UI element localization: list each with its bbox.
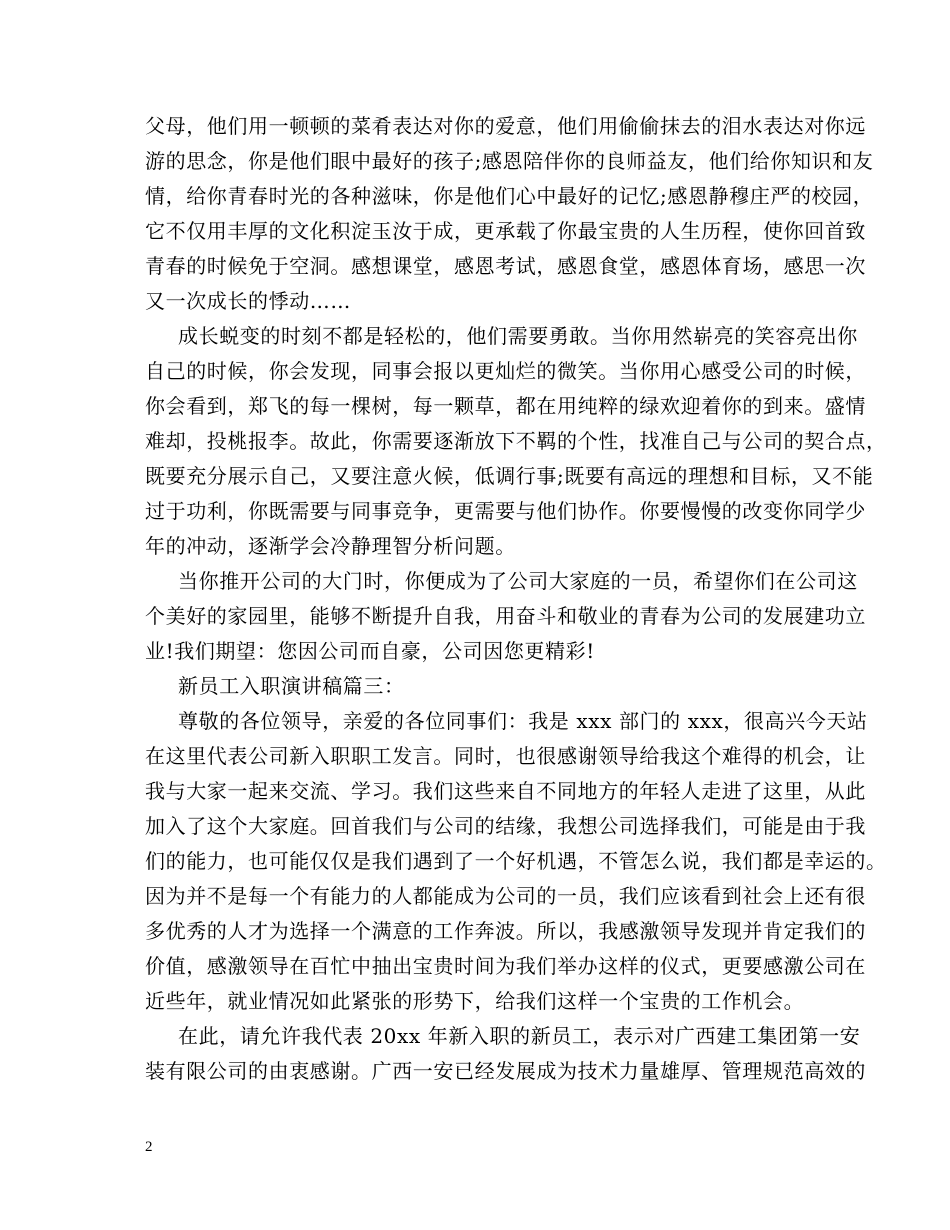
paragraph-first-line: 当你推开公司的大门时，你便成为了公司大家庭的一员，希望你们在公司这: [178, 569, 858, 593]
section-heading: 新员工入职演讲稿篇三：: [178, 674, 405, 698]
text-line: 业!我们期望：您因公司而自豪，公司因您更精彩!: [145, 639, 595, 663]
text-line: 多优秀的人才为选择一个满意的工作奔波。所以，我感激领导发现并肯定我们的: [145, 919, 866, 943]
text-line: 情，给你青春时光的各种滋味，你是他们心中最好的记忆;感恩静穆庄严的校园，: [145, 184, 874, 208]
paragraph-first-line: 尊敬的各位领导，亲爱的各位同事们：我是 xxx 部门的 xxx，很高兴今天站: [178, 709, 868, 733]
page-number: 2: [145, 1139, 153, 1155]
text-line: 自己的时候，你会发现，同事会报以更灿烂的微笑。当你用心感受公司的时候，: [145, 359, 866, 383]
text-line: 个美好的家园里，能够不断提升自我，用奋斗和敬业的青春为公司的发展建功立: [145, 604, 866, 628]
text-line: 父母，他们用一顿顿的菜肴表达对你的爱意，他们用偷偷抹去的泪水表达对你远: [145, 114, 866, 138]
text-line: 年的冲动，逐渐学会冷静理智分析问题。: [145, 534, 516, 558]
text-line: 既要充分展示自己，又要注意火候，低调行事;既要有高远的理想和目标，又不能: [145, 464, 874, 488]
text-line: 在这里代表公司新入职职工发言。同时，也很感谢领导给我这个难得的机会，让: [145, 744, 866, 768]
text-line: 难却，投桃报李。故此，你需要逐渐放下不羁的个性，找准自己与公司的契合点，: [145, 429, 887, 453]
text-line: 加入了这个大家庭。回首我们与公司的结缘，我想公司选择我们，可能是由于我: [145, 814, 866, 838]
paragraph-first-line: 在此，请允许我代表 20xx 年新入职的新员工，表示对广西建工集团第一安: [178, 1024, 861, 1048]
paragraph-first-line: 成长蜕变的时刻不都是轻松的，他们需要勇敢。当你用然崭亮的笑容亮出你: [178, 324, 858, 348]
text-line: 青春的时候免于空洞。感想课堂，感恩考试，感恩食堂，感恩体育场，感思一次: [145, 254, 866, 278]
text-line: 价值，感激领导在百忙中抽出宝贵时间为我们举办这样的仪式，更要感激公司在: [145, 954, 866, 978]
text-line: 又一次成长的悸动……: [145, 289, 351, 313]
text-line: 过于功利，你既需要与同事竞争，更需要与他们协作。你要慢慢的改变你同学少: [145, 499, 866, 523]
text-line: 近些年，就业情况如此紧张的形势下，给我们这样一个宝贵的工作机会。: [145, 989, 805, 1013]
text-line: 装有限公司的由衷感谢。广西一安已经发展成为技术力量雄厚、管理规范高效的: [145, 1059, 866, 1083]
text-line: 它不仅用丰厚的文化积淀玉汝于成，更承载了你最宝贵的人生历程，使你回首致: [145, 219, 866, 243]
text-line: 你会看到，郑飞的每一棵树，每一颗草，都在用纯粹的绿欢迎着你的到来。盛情: [145, 394, 866, 418]
text-line: 因为并不是每一个有能力的人都能成为公司的一员，我们应该看到社会上还有很: [145, 884, 866, 908]
text-line: 游的思念，你是他们眼中最好的孩子;感恩陪伴你的良师益友，他们给你知识和友: [145, 149, 874, 173]
text-line: 们的能力，也可能仅仅是我们遇到了一个好机遇，不管怎么说，我们都是幸运的。: [145, 849, 887, 873]
text-line: 我与大家一起来交流、学习。我们这些来自不同地方的年轻人走进了这里，从此: [145, 779, 866, 803]
